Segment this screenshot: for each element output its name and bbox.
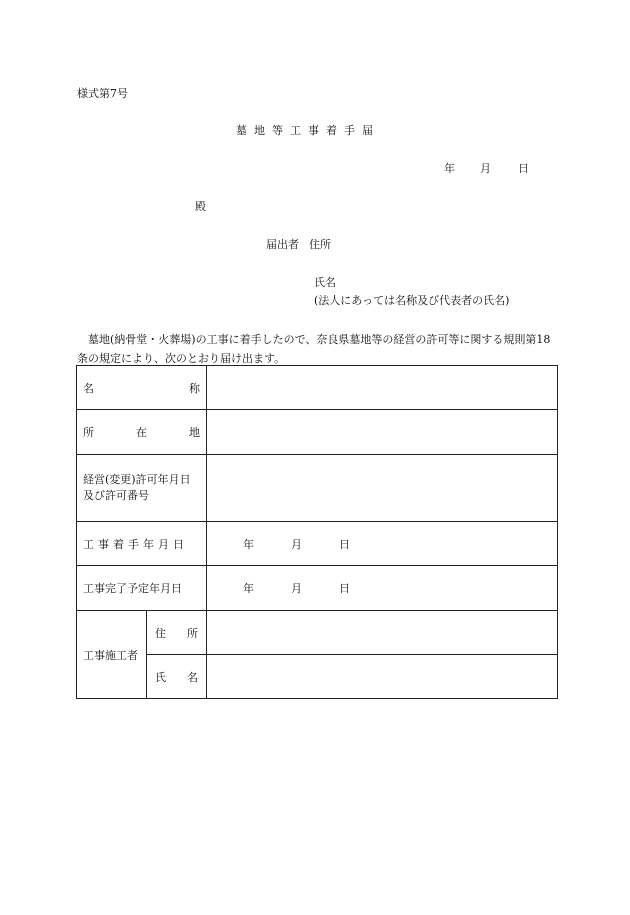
contractor-address-label-cell [147, 611, 207, 655]
table-row-end-date [77, 566, 558, 611]
table-row-permit [77, 455, 558, 522]
address-label: 住所 [309, 238, 331, 251]
contractor-name-label-a: 氏 [155, 670, 166, 684]
date-month-label: 月 [480, 162, 491, 175]
filer-name-note: (法人にあっては名称及び代表者の氏名) [314, 294, 510, 307]
end-day-label: 日 [339, 582, 350, 595]
start-day-label: 日 [339, 537, 350, 551]
contractor-address-label-a: 住 [155, 626, 166, 640]
contractor-label: 工事施工者 [83, 648, 138, 662]
construction-start-form-table [76, 365, 558, 699]
location-label-c: 地 [189, 426, 200, 439]
location-label-cell [77, 410, 207, 455]
addressee-suffix: 殿 [195, 200, 206, 213]
date-day-label: 日 [518, 162, 529, 175]
end-year-label: 年 [243, 582, 254, 595]
contractor-address-label-b: 所 [187, 626, 198, 640]
name-label-cell [77, 366, 207, 410]
table-row-contractor-name [77, 655, 558, 699]
filer-name-label: 氏名 [314, 276, 336, 289]
declaration-text: 墓地(納骨堂・火葬場)の工事に着手したので、奈良県墓地等の経営の許可等に関する規則第18条の規定により、次のとおり届け出ます。 [77, 333, 551, 365]
permit-label-cell [77, 455, 207, 522]
table-row-name [77, 366, 558, 410]
contractor-name-label-cell [147, 655, 207, 699]
contractor-address-value-cell[interactable] [207, 611, 558, 655]
table-row-location [77, 410, 558, 455]
start-date-label-cell [77, 522, 207, 566]
table-row-start-date [77, 522, 558, 566]
name-label-a: 名 [83, 381, 94, 395]
location-value-cell[interactable] [207, 410, 558, 455]
end-date-label: 工事完了予定年月日 [83, 582, 182, 595]
start-month-label: 月 [291, 537, 302, 551]
permit-label-line2: 及び許可番号 [83, 489, 149, 502]
end-date-value-cell[interactable] [207, 566, 558, 611]
end-date-label-cell [77, 566, 207, 611]
location-label-a: 所 [83, 426, 94, 439]
start-date-label: 工事着手年月日 [83, 537, 188, 551]
name-value-cell[interactable] [207, 366, 558, 410]
start-date-value-cell[interactable] [207, 522, 558, 566]
contractor-label-cell [77, 611, 147, 699]
filer-address-line[interactable] [266, 236, 331, 252]
document-title: 墓地等工事着手届 [236, 124, 380, 137]
contractor-name-value-cell[interactable] [207, 655, 558, 699]
table-row-contractor-address [77, 611, 558, 655]
permit-value-cell[interactable] [207, 455, 558, 522]
contractor-name-label-b: 名 [187, 670, 198, 684]
start-year-label: 年 [243, 537, 254, 551]
end-month-label: 月 [291, 582, 302, 595]
location-label-b: 在 [136, 426, 147, 439]
form-number: 様式第7号 [77, 87, 128, 100]
date-year-label: 年 [444, 162, 455, 175]
name-label-b: 称 [189, 381, 200, 395]
submission-date[interactable] [444, 160, 529, 176]
permit-label-line1: 経営(変更)許可年月日 [83, 473, 191, 486]
filer-label: 届出者 [266, 238, 299, 251]
